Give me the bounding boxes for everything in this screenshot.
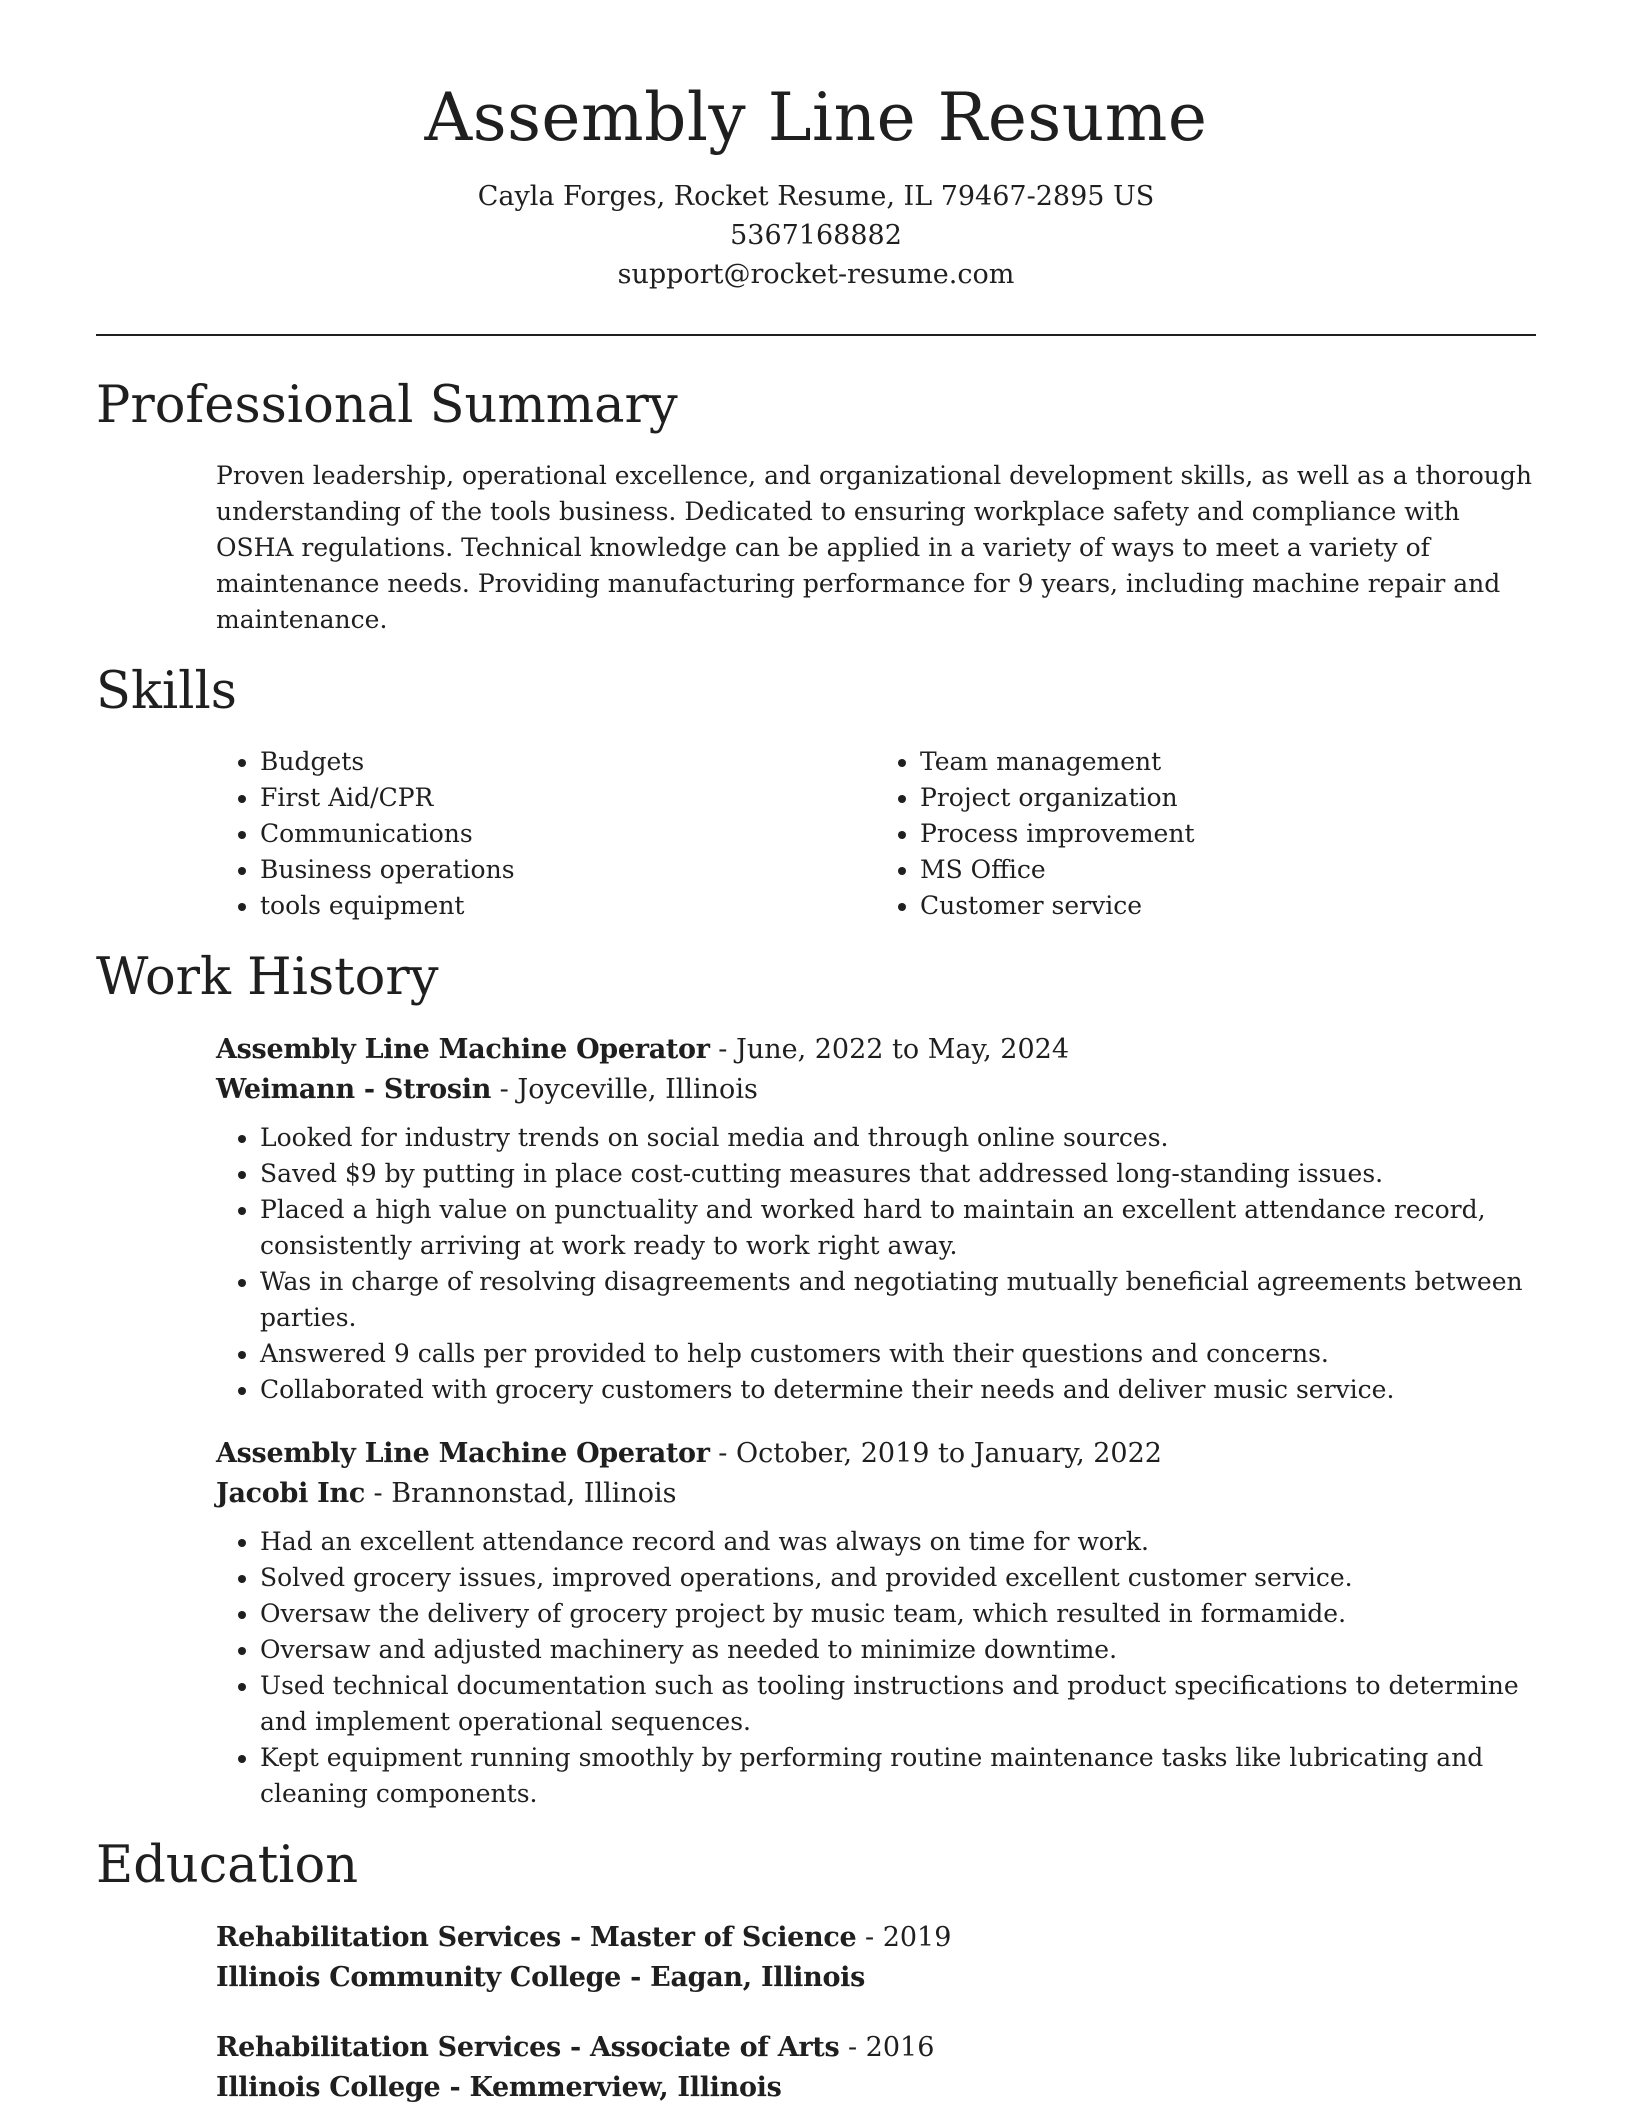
education-year: - 2016 (839, 2031, 935, 2063)
job-bullet: • Oversaw and adjusted machinery as needed to minimize downtime. (260, 1632, 1536, 1668)
skill-item: • Process improvement (920, 816, 1536, 852)
education-degree-line (216, 1918, 1536, 1958)
job-location: - Joyceville, Illinois (491, 1073, 758, 1105)
skills-title: Skills (96, 661, 237, 721)
job-company: Weimann - Strosin (216, 1073, 492, 1105)
skill-item: • Team management (920, 744, 1536, 780)
education-degree: Rehabilitation Services - Associate of Arts (216, 2031, 840, 2063)
skill-item: • Budgets (260, 744, 876, 780)
skill-item: • Business operations (260, 852, 876, 888)
job-bullets (216, 1120, 1536, 1408)
summary-section (96, 375, 1536, 638)
education-degree-line (216, 2028, 1536, 2068)
header-divider (96, 334, 1536, 336)
job-dates: - June, 2022 to May, 2024 (709, 1033, 1070, 1065)
job-location: - Brannonstad, Illinois (364, 1477, 677, 1509)
job-bullet: • Used technical documentation such as tooling instructions and product specifications to determine and implement operational sequences. (260, 1668, 1536, 1740)
skills-list-right (876, 744, 1536, 924)
summary-title: Professional Summary (96, 375, 678, 435)
job-bullets (216, 1524, 1536, 1812)
job-title-line (216, 1434, 1536, 1474)
resume-title: Assembly Line Resume (424, 79, 1208, 156)
education-entry (216, 1918, 1536, 1998)
job-bullet: • Collaborated with grocery customers to determine their needs and deliver music service. (260, 1372, 1536, 1408)
contact-address: Cayla Forges, Rocket Resume, IL 79467-2895 US (477, 180, 1155, 212)
work-history-section (96, 947, 1536, 1812)
job-bullet: • Saved $9 by putting in place cost-cutting measures that addressed long-standing issues. (260, 1156, 1536, 1192)
education-school: Illinois Community College - Eagan, Illinois (216, 1961, 866, 1993)
job-bullet: • Was in charge of resolving disagreements and negotiating mutually beneficial agreements between parties. (260, 1264, 1536, 1336)
job-company-line (216, 1070, 1536, 1110)
summary-body (96, 458, 1536, 638)
contact-email: support@rocket-resume.com (617, 258, 1015, 290)
skill-item: • Customer service (920, 888, 1536, 924)
education-section (96, 1835, 1536, 2108)
job-bullet: • Oversaw the delivery of grocery project by music team, which resulted in formamide. (260, 1596, 1536, 1632)
education-entry (216, 2028, 1536, 2108)
job-title-line (216, 1030, 1536, 1070)
skill-item: • MS Office (920, 852, 1536, 888)
job-bullet: • Answered 9 calls per provided to help customers with their questions and concerns. (260, 1336, 1536, 1372)
skill-item: • Project organization (920, 780, 1536, 816)
resume-header (96, 0, 1536, 294)
skills-section (96, 661, 1536, 924)
skill-item: • Communications (260, 816, 876, 852)
job-company-line (216, 1474, 1536, 1514)
skills-list-left (216, 744, 876, 924)
job-dates: - October, 2019 to January, 2022 (709, 1437, 1162, 1469)
job-entry (216, 1434, 1536, 1812)
job-bullet: • Placed a high value on punctuality and worked hard to maintain an excellent attendance record, consistently arriving at work ready to work right away. (260, 1192, 1536, 1264)
skill-item: • First Aid/CPR (260, 780, 876, 816)
contact-phone: 5367168882 (730, 219, 902, 251)
work-history-title: Work History (96, 947, 439, 1007)
job-bullet: • Had an excellent attendance record and was always on time for work. (260, 1524, 1536, 1560)
job-title: Assembly Line Machine Operator (216, 1033, 710, 1065)
skills-grid (96, 744, 1536, 924)
work-history-body (96, 1030, 1536, 1812)
job-bullet: • Solved grocery issues, improved operations, and provided excellent customer service. (260, 1560, 1536, 1596)
education-title: Education (96, 1835, 359, 1895)
job-entry (216, 1030, 1536, 1408)
job-company: Jacobi Inc (216, 1477, 365, 1509)
skill-item: • tools equipment (260, 888, 876, 924)
summary-text: Proven leadership, operational excellence, and organizational development skills, as well as a thorough understanding of the tools business. Dedicated to ensuring workplace safety and compliance with OSHA regulations. Technical knowledge can be applied in a variety of ways to meet a variety of maintenance needs. Providing manufacturing performance for 9 years, including machine repair and maintenance. (216, 460, 1532, 634)
job-bullet: • Looked for industry trends on social media and through online sources. (260, 1120, 1536, 1156)
education-degree: Rehabilitation Services - Master of Science (216, 1921, 857, 1953)
education-body (96, 1918, 1536, 2108)
education-school: Illinois College - Kemmerview, Illinois (216, 2071, 782, 2103)
job-bullet: • Kept equipment running smoothly by performing routine maintenance tasks like lubricating and cleaning components. (260, 1740, 1536, 1812)
job-title: Assembly Line Machine Operator (216, 1437, 710, 1469)
education-year: - 2019 (856, 1921, 952, 1953)
